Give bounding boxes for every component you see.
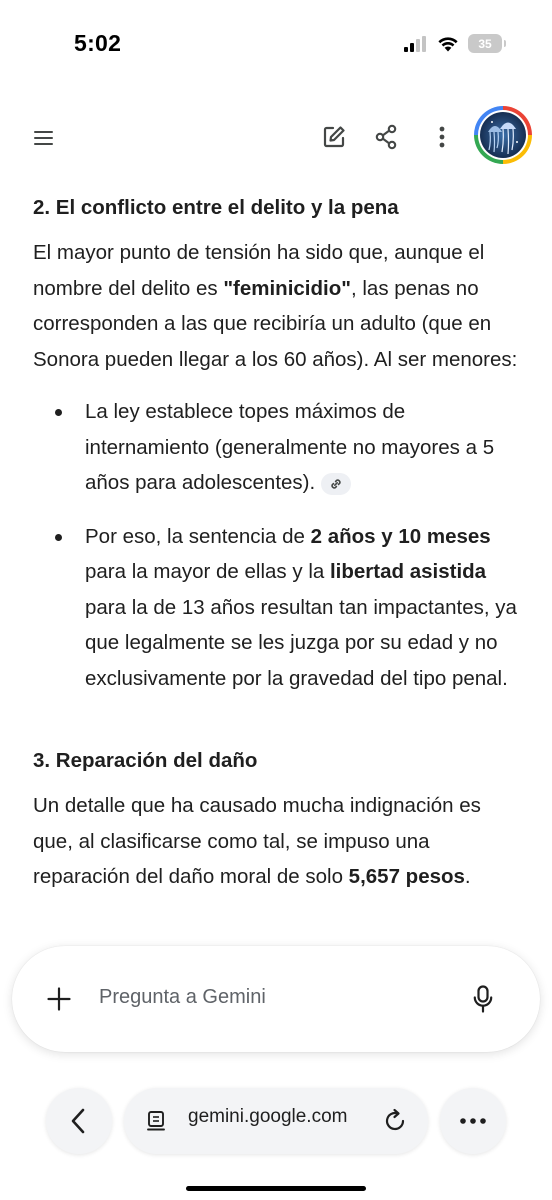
bold-term-sentence: 2 años y 10 meses: [310, 524, 491, 548]
bullet-item-2-text-mid: para la mayor de ellas y la: [85, 560, 330, 583]
bullet-item-2-text: Por eso, la sentencia de: [85, 524, 311, 548]
paragraph-reparacion: [33, 788, 523, 895]
more-horizontal-icon: [440, 1088, 506, 1154]
back-button[interactable]: [46, 1088, 112, 1154]
avatar-frame: [478, 110, 528, 160]
account-avatar[interactable]: [474, 106, 532, 164]
status-bar: [0, 0, 552, 92]
bullet-item-1-text: La ley establece topes máximos de internamiento (generalmente no mayores a 5 años para adolescentes).: [85, 400, 495, 494]
link-icon: [328, 476, 344, 492]
share-icon: [374, 124, 398, 150]
bullet-item-2: [33, 519, 523, 697]
edit-icon: [321, 124, 347, 150]
reload-button[interactable]: [382, 1108, 408, 1139]
bold-term-amount: 5,657 pesos: [348, 865, 465, 888]
address-bar[interactable]: [124, 1088, 428, 1154]
source-link-chip[interactable]: [321, 473, 351, 495]
status-icons: [404, 34, 502, 53]
jellyfish-avatar: [480, 112, 526, 158]
plus-icon: [47, 987, 71, 1011]
bullet-list: [33, 394, 523, 696]
page-icon: [146, 1110, 168, 1132]
more-vertical-icon: [439, 126, 445, 148]
chevron-left-icon: [46, 1088, 112, 1154]
section-heading-2: 2. El conflicto entre el delito y la pena: [33, 196, 399, 219]
new-chat-button[interactable]: [312, 116, 356, 158]
microphone-icon: [473, 985, 493, 1013]
paragraph-reparacion-text: Un detalle que ha causado mucha indignación es que, al clasificarse como tal, se impuso una reparación del daño moral de solo: [33, 794, 481, 888]
wifi-icon: [437, 36, 459, 52]
more-options-button[interactable]: [420, 116, 464, 158]
bold-term-libertad: libertad asistida: [329, 560, 487, 583]
add-attachment-button[interactable]: [38, 978, 80, 1020]
cellular-signal-icon: [404, 36, 428, 52]
share-button[interactable]: [364, 116, 408, 158]
browser-toolbar: [0, 1064, 552, 1200]
section-heading-3: 3. Reparación del daño: [33, 749, 258, 772]
menu-icon: [33, 130, 55, 146]
browser-more-button[interactable]: [440, 1088, 506, 1154]
bullet-item-1: [33, 394, 523, 501]
menu-button[interactable]: [22, 118, 66, 158]
battery-icon: [468, 34, 502, 53]
paragraph-text: El mayor punto de tensión ha sido que, aunque el nombre del delito es: [33, 241, 485, 300]
prompt-input-bar[interactable]: [12, 946, 540, 1052]
prompt-input[interactable]: Pregunta a Gemini: [99, 986, 266, 1008]
paragraph-reparacion-end: .: [464, 865, 471, 888]
url-text: gemini.google.com: [188, 1106, 348, 1127]
bullet-item-2-text-end: para la de 13 años resultan tan impactantes, ya que legalmente se les juzga por su edad y no exclusivamente por la gravedad del tipo penal.: [85, 595, 517, 690]
response-content: [33, 188, 523, 895]
paragraph-text-end: , las penas no corresponden a las que recibiría un adulto (que en Sonora pueden llegar a los 60 años). Al ser menores:: [33, 276, 518, 371]
status-time: 5:02: [74, 30, 122, 56]
reload-icon: [382, 1108, 408, 1134]
battery-level: 35: [478, 36, 492, 51]
home-indicator: [186, 1186, 366, 1191]
bold-term-feminicidio: "feminicidio": [223, 276, 351, 300]
voice-input-button[interactable]: [462, 978, 504, 1020]
paragraph-tension: [33, 235, 523, 377]
